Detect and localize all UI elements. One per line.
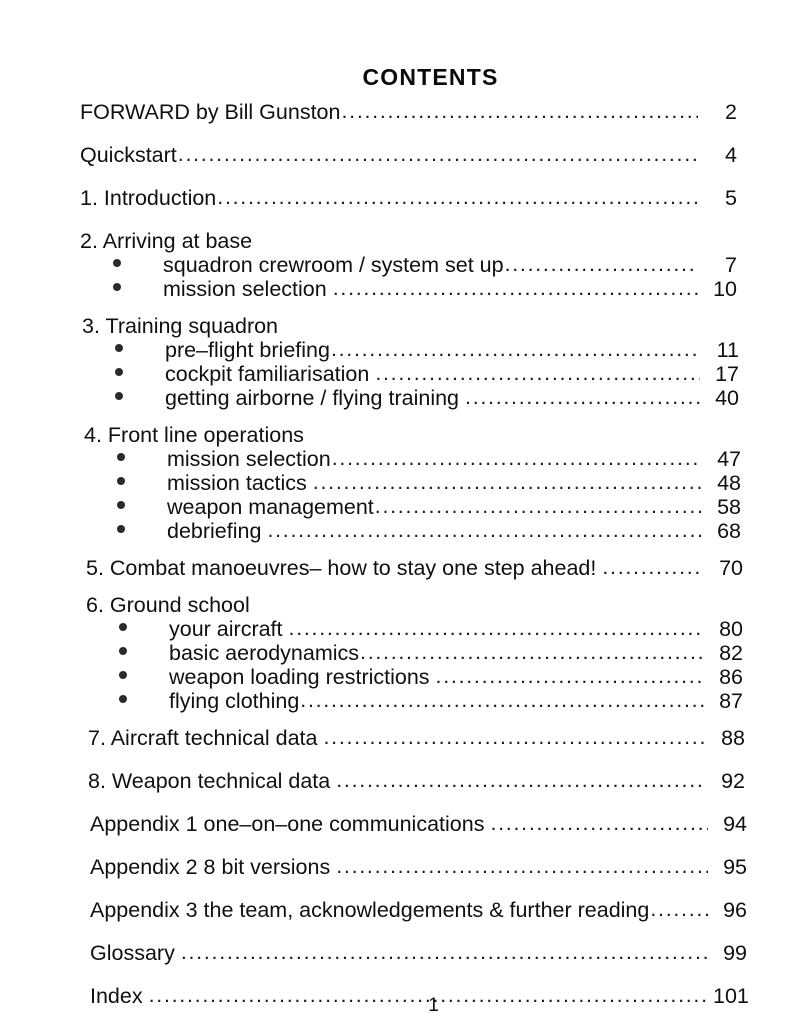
- toc-entry-label: Index: [90, 984, 143, 1008]
- toc-section-label: 2. Arriving at base: [80, 229, 253, 253]
- spacer: [0, 210, 807, 229]
- bullet-icon: [115, 344, 123, 352]
- spacer: [0, 965, 807, 984]
- toc-entry-label: Appendix 3 the team, acknowledgements & further reading: [90, 898, 650, 922]
- spacer: [0, 301, 807, 314]
- toc-section-heading-training-squadron[interactable]: [2, 314, 807, 338]
- toc-subentry-cockpit-familiarisation[interactable]: [2, 362, 807, 386]
- table-of-contents: [0, 100, 807, 1008]
- dot-leader: [331, 337, 700, 361]
- toc-entry-label: 8. Weapon technical data: [88, 769, 331, 793]
- toc-page-number: 58: [717, 495, 741, 519]
- toc-group-appendix-3: [10, 898, 807, 922]
- toc-page-number: 17: [715, 362, 739, 386]
- toc-entry-appendix-3[interactable]: [10, 898, 807, 922]
- toc-subentry-your-aircraft[interactable]: [6, 617, 807, 641]
- toc-section-heading-front-line-operations[interactable]: [4, 423, 807, 447]
- toc-page-number: 2: [725, 100, 737, 124]
- bullet-icon: [115, 368, 123, 376]
- dot-leader: [341, 99, 698, 123]
- toc-entry-label: squadron crewroom / system set up: [163, 253, 504, 277]
- toc-subentry-mission-tactics[interactable]: [4, 471, 807, 495]
- toc-entry-label: pre–flight briefing: [165, 338, 330, 362]
- toc-group-introduction: [0, 186, 807, 210]
- spacer: [0, 580, 807, 593]
- page-title-text: CONTENTS: [362, 64, 499, 90]
- toc-section-heading-arriving-at-base[interactable]: [0, 229, 807, 253]
- dot-leader: [217, 185, 698, 209]
- dot-leader: [375, 361, 700, 385]
- dot-leader: [490, 811, 708, 835]
- toc-entry-appendix-1[interactable]: [10, 812, 807, 836]
- toc-group-weapon-technical-data: [8, 769, 807, 793]
- toc-entry-label: cockpit familiarisation: [165, 362, 370, 386]
- dot-leader: [300, 688, 704, 712]
- toc-entry-forward[interactable]: [0, 100, 807, 124]
- toc-page-number: 68: [717, 519, 741, 543]
- toc-subentry-mission-selection[interactable]: [0, 277, 807, 301]
- toc-entry-label: debriefing: [167, 519, 262, 543]
- dot-leader: [332, 446, 702, 470]
- bullet-icon: [117, 501, 125, 509]
- toc-page-number: 70: [719, 556, 743, 580]
- page-folio: [0, 995, 807, 1017]
- toc-page-number: 80: [719, 617, 743, 641]
- toc-section-label: 3. Training squadron: [82, 314, 279, 338]
- toc-subentry-pre-flight-briefing[interactable]: [2, 338, 807, 362]
- toc-page-number: 82: [719, 641, 743, 665]
- toc-entry-label: your aircraft: [169, 617, 283, 641]
- toc-page-number: 47: [717, 447, 741, 471]
- toc-entry-label: Quickstart: [80, 143, 177, 167]
- toc-page-number: 7: [725, 253, 737, 277]
- toc-group-forward: [0, 100, 807, 124]
- toc-entry-label: getting airborne / flying training: [165, 386, 460, 410]
- spacer: [0, 793, 807, 812]
- dot-leader: [602, 555, 704, 579]
- toc-group-front-line-operations: [4, 423, 807, 543]
- dot-leader: [505, 252, 698, 276]
- toc-entry-appendix-2[interactable]: [10, 855, 807, 879]
- toc-page-number: 101: [713, 984, 749, 1008]
- toc-page-number: 99: [723, 941, 747, 965]
- toc-entry-weapon-technical-data[interactable]: [8, 769, 807, 793]
- dot-leader: [267, 518, 702, 542]
- toc-group-glossary: [10, 941, 807, 965]
- toc-group-training-squadron: [2, 314, 807, 410]
- toc-page-number: 48: [717, 471, 741, 495]
- dot-leader: [323, 725, 706, 749]
- bullet-icon: [117, 525, 125, 533]
- toc-entry-label: 1. Introduction: [80, 186, 217, 210]
- toc-page-number: 92: [721, 769, 745, 793]
- toc-entry-quickstart[interactable]: [0, 143, 807, 167]
- bullet-icon: [119, 695, 127, 703]
- spacer: [0, 124, 807, 143]
- toc-group-quickstart: [0, 143, 807, 167]
- toc-subentry-basic-aerodynamics[interactable]: [6, 641, 807, 665]
- toc-entry-introduction[interactable]: [0, 186, 807, 210]
- toc-page-number: 4: [725, 143, 737, 167]
- toc-group-arriving-at-base: [0, 229, 807, 301]
- dot-leader: [436, 664, 704, 688]
- bullet-icon: [117, 477, 125, 485]
- toc-subentry-flying-clothing[interactable]: [6, 689, 807, 713]
- bullet-icon: [119, 647, 127, 655]
- dot-leader: [336, 768, 706, 792]
- toc-entry-label: mission selection: [163, 277, 327, 301]
- spacer: [0, 410, 807, 423]
- toc-entry-glossary[interactable]: [10, 941, 807, 965]
- dot-leader: [336, 854, 708, 878]
- toc-entry-label: FORWARD by Bill Gunston: [80, 100, 341, 124]
- toc-entry-label: mission tactics: [167, 471, 307, 495]
- toc-subentry-mission-selection-ops[interactable]: [4, 447, 807, 471]
- page-title: [0, 64, 807, 91]
- toc-page-number: 95: [723, 855, 747, 879]
- toc-entry-label: Appendix 2 8 bit versions: [90, 855, 331, 879]
- toc-subentry-weapon-loading-restrictions[interactable]: [6, 665, 807, 689]
- toc-entry-label: 5. Combat manoeuvres– how to stay one step ahead!: [86, 556, 597, 580]
- toc-subentry-squadron-crewroom[interactable]: [0, 253, 807, 277]
- bullet-icon: [119, 623, 127, 631]
- toc-entry-label: weapon management: [167, 495, 374, 519]
- dot-leader: [465, 385, 700, 409]
- toc-group-aircraft-technical-data: [8, 726, 807, 750]
- toc-entry-label: Glossary: [90, 941, 175, 965]
- toc-group-combat-manoeuvres: [6, 556, 807, 580]
- toc-entry-label: flying clothing: [169, 689, 300, 713]
- page-folio-number: 1: [428, 995, 439, 1016]
- toc-entry-aircraft-technical-data[interactable]: [8, 726, 807, 750]
- toc-section-label: 4. Front line operations: [84, 423, 304, 447]
- spacer: [0, 879, 807, 898]
- dot-leader: [360, 640, 704, 664]
- toc-page-number: 87: [719, 689, 743, 713]
- toc-group-appendix-1: [10, 812, 807, 836]
- toc-section-heading-ground-school[interactable]: [6, 593, 807, 617]
- toc-subentry-weapon-management[interactable]: [4, 495, 807, 519]
- bullet-icon: [115, 392, 123, 400]
- spacer: [0, 922, 807, 941]
- bullet-icon: [119, 671, 127, 679]
- dot-leader: [650, 897, 708, 921]
- toc-page-number: 96: [723, 898, 747, 922]
- toc-page-number: 88: [721, 726, 745, 750]
- toc-entry-label: 7. Aircraft technical data: [88, 726, 318, 750]
- toc-page-number: 94: [723, 812, 747, 836]
- bullet-icon: [117, 453, 125, 461]
- spacer: [0, 750, 807, 769]
- toc-group-appendix-2: [10, 855, 807, 879]
- toc-entry-label: Appendix 1 one–on–one communications: [90, 812, 485, 836]
- bullet-icon: [113, 283, 121, 291]
- toc-group-ground-school: [6, 593, 807, 713]
- dot-leader: [313, 470, 702, 494]
- spacer: [0, 836, 807, 855]
- toc-entry-label: weapon loading restrictions: [169, 665, 430, 689]
- toc-page-number: 11: [716, 338, 739, 362]
- toc-subentry-debriefing[interactable]: [4, 519, 807, 543]
- dot-leader: [375, 494, 702, 518]
- toc-entry-label: basic aerodynamics: [169, 641, 360, 665]
- dot-leader: [289, 616, 704, 640]
- toc-section-label: 6. Ground school: [86, 593, 250, 617]
- dot-leader: [178, 142, 698, 166]
- bullet-icon: [113, 259, 121, 267]
- toc-page-number: 10: [713, 277, 737, 301]
- toc-entry-label: mission selection: [167, 447, 331, 471]
- spacer: [0, 167, 807, 186]
- toc-page-number: 40: [715, 386, 739, 410]
- dot-leader: [181, 940, 708, 964]
- dot-leader: [333, 276, 698, 300]
- toc-page-number: 86: [719, 665, 743, 689]
- toc-subentry-getting-airborne[interactable]: [2, 386, 807, 410]
- toc-entry-combat-manoeuvres[interactable]: [6, 556, 807, 580]
- toc-page-number: 5: [725, 186, 737, 210]
